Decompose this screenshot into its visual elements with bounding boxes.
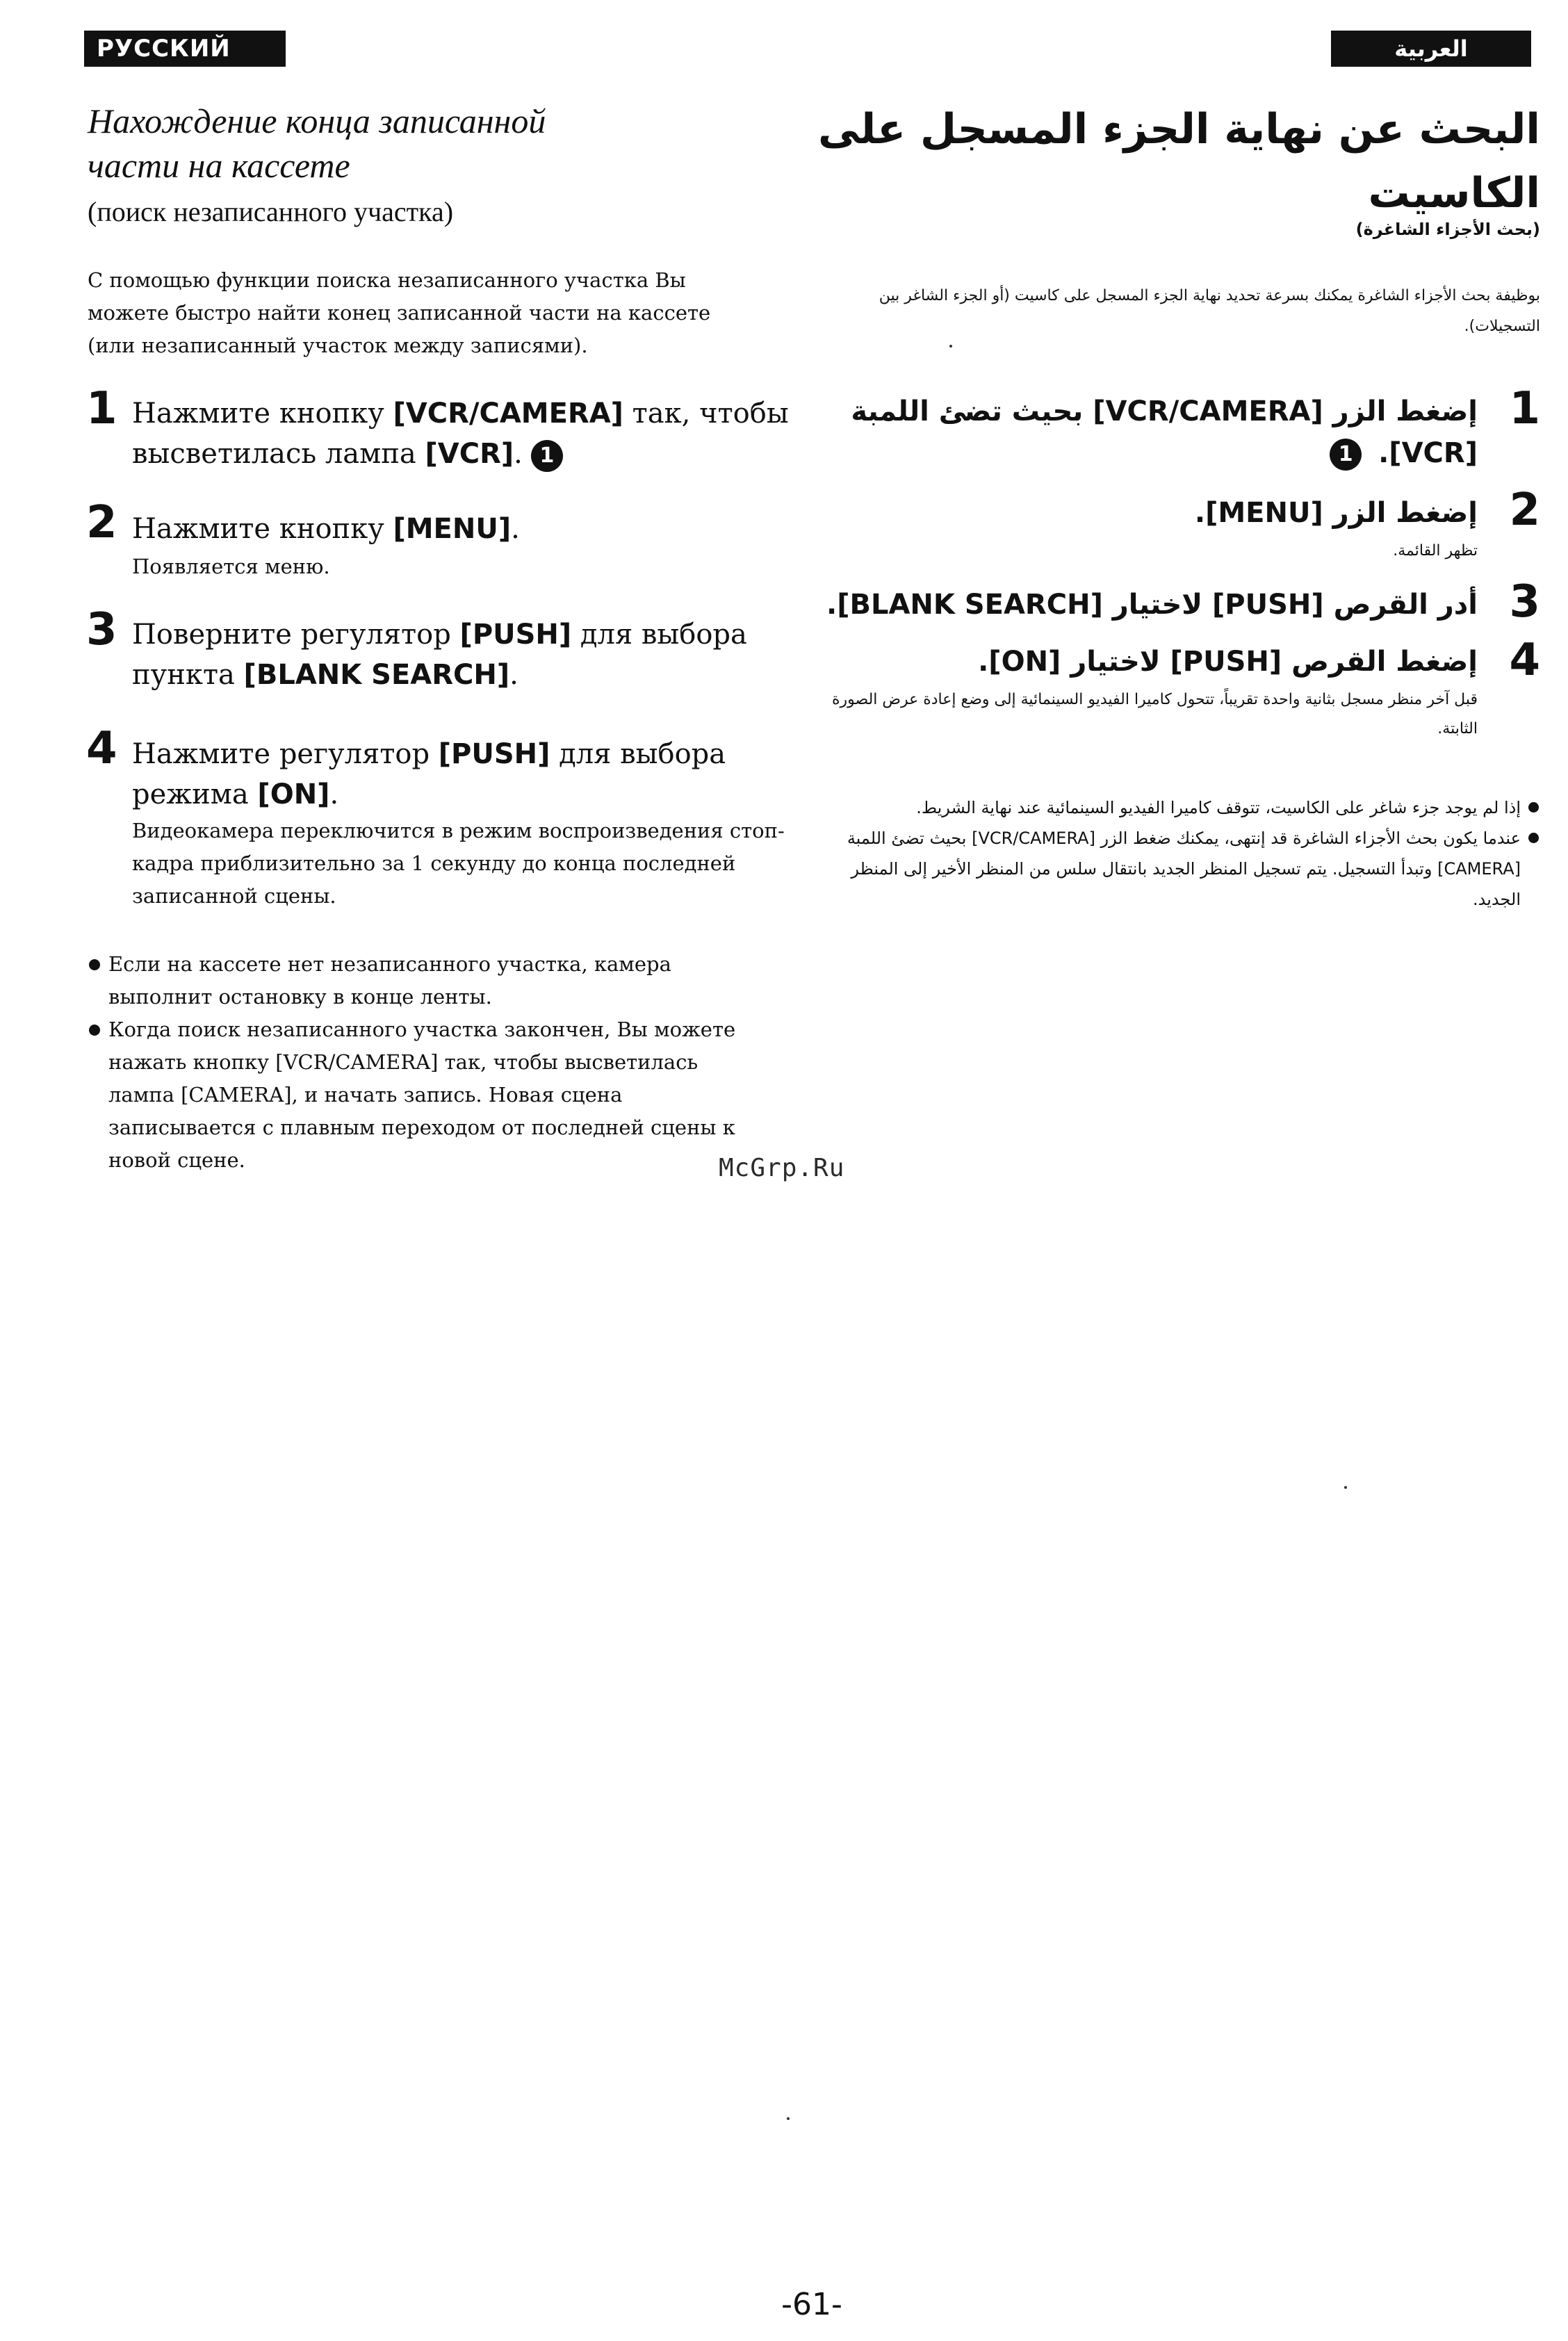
ar-step-4-text: إضغط القرص [PUSH] لاختيار [ON]. <box>978 646 1478 678</box>
page-number: -61- <box>781 2287 842 2322</box>
ru-step-text: так, чтобы высветилась лампа <box>132 398 789 470</box>
ru-button-token: [VCR] <box>425 438 514 470</box>
ru-note-item: Если на кассете нет незаписанного участка, камера выполнит остановку в конце ленты. <box>88 948 755 1013</box>
ar-step-number: 1 <box>1509 383 1540 434</box>
ru-button-token: [BLANK SEARCH] <box>243 659 510 691</box>
ru-step-1-text <box>132 393 792 474</box>
ru-button-token: [VCR/CAMERA] <box>393 398 623 430</box>
ru-step-number: 3 <box>86 604 117 655</box>
watermark-text: McGrp.Ru <box>719 1154 845 1182</box>
ar-step-2-text: إضغط الزر [MENU]. <box>1194 497 1478 529</box>
ar-subtitle: (بحث الأجزاء الشاغرة) <box>1355 220 1540 239</box>
ru-step-text: для выбора режима <box>132 738 726 810</box>
ru-step-number: 2 <box>86 497 117 548</box>
ar-step-3-text: أدر القرص [PUSH] لاختيار [BLANK SEARCH]. <box>826 589 1478 621</box>
ru-step-number: 1 <box>86 383 117 434</box>
ar-step-2-note: تظهر القائمة. <box>1393 542 1478 560</box>
ru-note-item: Когда поиск незаписанного участка закончен, Вы можете нажать кнопку [VCR/CAMERA] так, чтобы высветилась лампа [CAMERA], и начать запись. Новая сцена записывается с плавным переходом от последней сцены к новой сцене. <box>88 1013 755 1177</box>
ru-step-4-text <box>132 734 792 815</box>
ru-step-text: . <box>514 438 523 470</box>
ru-step-number: 4 <box>86 723 117 774</box>
ru-title-line-2: части на кассете <box>88 146 350 185</box>
ru-step-text: Нажмите регулятор <box>132 738 439 770</box>
ru-title-line-1: Нахождение конца записанной <box>88 101 546 140</box>
ru-button-token: [PUSH] <box>459 619 572 651</box>
ru-step-text: для выбора пункта <box>132 619 747 691</box>
ar-step-text: إضغط الزر [VCR/CAMERA] بحيث تضئ اللمبة [VCR]. <box>851 395 1478 469</box>
ar-step-4-note: قبل آخر منظر مسجل بثانية واحدة تقريباً، تتحول كاميرا الفيديو السينمائية إلى وضع إعادة عرض الصورة الثابتة. <box>831 691 1478 737</box>
ru-page-title <box>88 99 713 188</box>
figure-reference-1-icon: 1 <box>531 440 563 472</box>
ru-step-text: Нажмите кнопку <box>132 398 393 430</box>
ar-page-title: البحث عن نهاية الجزء المسجل على الكاسيت <box>817 105 1540 218</box>
scan-speck <box>1344 1486 1347 1489</box>
ru-step-text: . <box>509 659 518 691</box>
ru-subtitle: (поиск незаписанного участка) <box>88 196 454 227</box>
ru-button-token: [MENU] <box>393 513 512 545</box>
ru-step-text: . <box>329 778 339 810</box>
ru-button-token: [ON] <box>257 778 330 810</box>
ru-notes-list <box>88 948 755 1177</box>
ru-step-3-text <box>132 614 792 695</box>
ar-step-number: 4 <box>1509 635 1540 686</box>
ar-step-number: 2 <box>1509 484 1540 536</box>
ar-notes-list <box>845 792 1540 915</box>
ar-step-1-text <box>797 391 1478 474</box>
figure-reference-1-icon: 1 <box>1330 439 1362 471</box>
ru-step-text: . <box>511 513 520 545</box>
ar-intro-paragraph: بوظيفة بحث الأجزاء الشاغرة يمكنك بسرعة تحديد نهاية الجزء المسجل على كاسيت (أو الجزء الشاغر بين التسجيلات). <box>879 287 1540 335</box>
ru-step-2-text <box>132 509 792 549</box>
ru-intro-paragraph: С помощью функции поиска незаписанного участка Вы можете быстро найти конец записанной части на кассете (или незаписанный участок между записями). <box>88 268 711 357</box>
language-badge-russian: РУССКИЙ ЯЗЫК <box>84 31 286 67</box>
ru-step-text: Поверните регулятор <box>132 619 460 651</box>
ar-note-item: عندما يكون بحث الأجزاء الشاغرة قد إنتهى، يمكنك ضغط الزر [VCR/CAMERA] بحيث تضئ اللمبة [CAMERA] وتبدأ التسجيل. يتم تسجيل المنظر الجديد بانتقال سلس من المنظر الأخير إلى المنظر الجديد. <box>845 823 1540 915</box>
ru-step-text: Нажмите кнопку <box>132 513 393 545</box>
ar-note-item: إذا لم يوجد جزء شاغر على الكاسيت، تتوقف كاميرا الفيديو السينمائية عند نهاية الشريط. <box>845 792 1540 823</box>
scan-speck <box>787 2117 790 2120</box>
ru-step-4-note: Видеокамера переключится в режим воспроизведения стоп-кадра приблизительно за 1 секунду до конца последней записанной сцены. <box>132 819 785 908</box>
scan-speck <box>949 345 952 348</box>
ar-step-number: 3 <box>1509 576 1540 628</box>
ru-step-2-note: Появляется меню. <box>132 555 330 578</box>
language-badge-arabic: العربية <box>1331 31 1531 67</box>
ru-button-token: [PUSH] <box>438 738 550 770</box>
